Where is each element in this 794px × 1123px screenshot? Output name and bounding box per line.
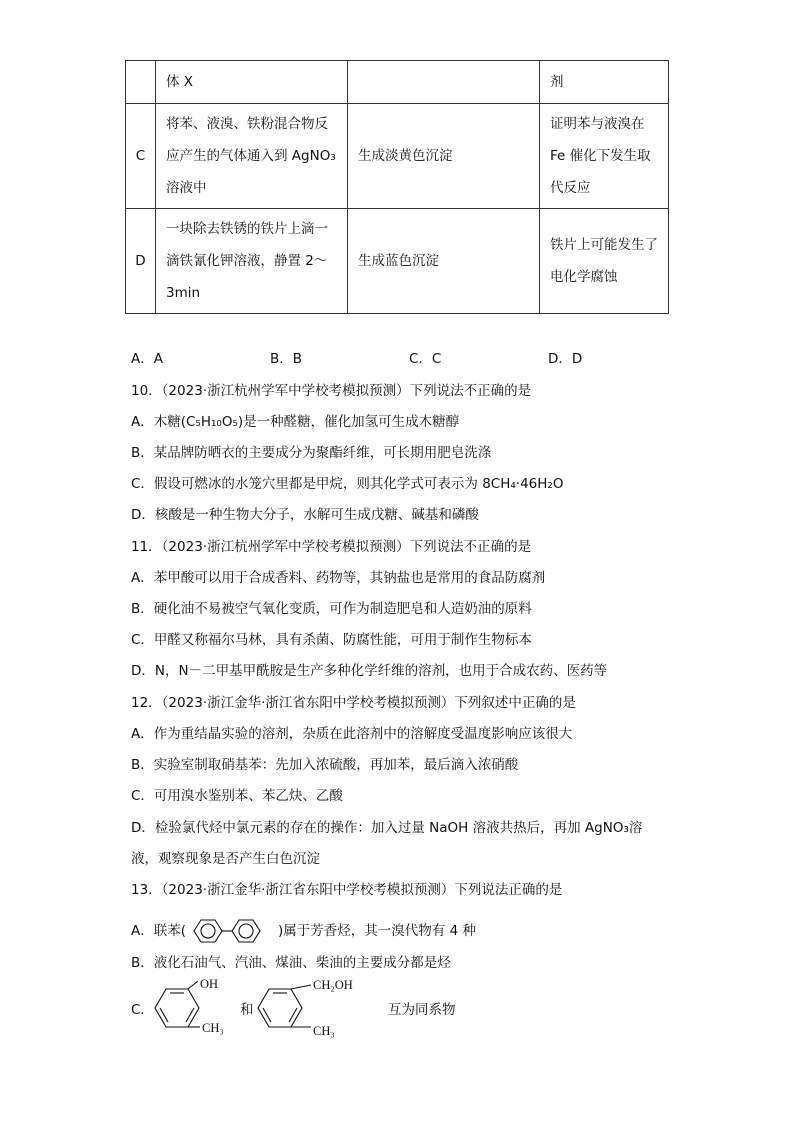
question-stem: 13．（2023·浙江金华·浙江省东阳中学校考模拟预测）下列说法正确的是 (131, 882, 563, 898)
choice-b: B．硬化油不易被空气氧化变质，可作为制造肥皂和人造奶油的原料 (131, 601, 532, 617)
table-row (126, 61, 669, 104)
choice-d: D．N，N－二甲基甲酰胺是生产多种化学纤维的溶剂，也用于合成农药、医药等 (131, 663, 608, 679)
choice-d: D．核酸是一种生物大分子，水解可生成戊糖、碱基和磷酸 (131, 507, 479, 523)
choice-a: A．木糖(C₅H₁₀O₅)是一种醛糖，催化加氢可生成木糖醇 (131, 414, 460, 430)
option-a: A．A (131, 351, 163, 367)
choice-a: A．苯甲酸可以用于合成香料、药物等，其钠盐也是常用的食品防腐剂 (131, 570, 546, 586)
table-row (126, 104, 669, 209)
methylbenzyl-alcohol-structure-icon (253, 977, 383, 1039)
conjunction-and: 和 (240, 1002, 254, 1018)
choice-a: A．作为重结晶实验的溶剂，杂质在此溶剂中的溶解度受温度影响应该很大 (131, 726, 573, 742)
option-b: B．B (270, 351, 303, 367)
choice-a-suffix: )属于芳香烃，其一溴代物有 4 种 (278, 923, 476, 939)
choice-c-suffix: 互为同系物 (388, 1002, 456, 1018)
choice-a (131, 916, 476, 946)
methyl-label: CH₃ (202, 1021, 224, 1035)
operation-cell: 将苯、液溴、铁粉混合物反应产生的气体通入到 AgNO₃溶液中 (156, 104, 348, 209)
hydroxymethyl-label: CH₂OH (313, 978, 353, 992)
o-cresol-structure-icon (150, 977, 242, 1039)
answer-options (131, 349, 582, 369)
phenomenon-cell: 生成淡黄色沉淀 (348, 104, 540, 209)
choice-b: B．液化石油气、汽油、煤油、柴油的主要成分都是烃 (131, 955, 451, 971)
phenomenon-cell: 生成蓝色沉淀 (348, 209, 540, 314)
choice-c: C．假设可燃冰的水笼穴里都是甲烷，则其化学式可表示为 8CH₄·46H₂O (131, 476, 564, 492)
choice-c: C．可用溴水鉴别苯、苯乙炔、乙酸 (131, 788, 343, 804)
choice-c-prefix: C． (131, 1002, 154, 1018)
phenomenon-cell (348, 61, 540, 104)
choice-d-continued: 液，观察现象是否产生白色沉淀 (131, 851, 320, 867)
question-stem: 10．（2023·浙江杭州学军中学校考模拟预测）下列说法不正确的是 (131, 383, 532, 399)
option-d: D．D (548, 351, 583, 367)
operation-cell: 一块除去铁锈的铁片上滴一滴铁氰化钾溶液，静置 2～3min (156, 209, 348, 314)
choice-b: B．实验室制取硝基苯：先加入浓硫酸，再加苯，最后滴入浓硝酸 (131, 757, 519, 773)
conclusion-cell: 铁片上可能发生了电化学腐蚀 (540, 209, 669, 314)
option-c: C．C (409, 351, 442, 367)
row-label (126, 61, 156, 104)
experiment-table (125, 60, 669, 314)
conclusion-cell: 证明苯与液溴在 Fe 催化下发生取代反应 (540, 104, 669, 209)
question-stem: 12．（2023·浙江金华·浙江省东阳中学校考模拟预测）下列叙述中正确的是 (131, 695, 576, 711)
question-stem: 11．（2023·浙江杭州学军中学校考模拟预测）下列说法不正确的是 (131, 539, 532, 555)
hydroxyl-label: OH (200, 977, 219, 991)
table-row (126, 209, 669, 314)
choice-c: C．甲醛又称福尔马林，具有杀菌、防腐性能，可用于制作生物标本 (131, 632, 532, 648)
operation-cell: 体 X (156, 61, 348, 104)
choice-b: B．某品牌防晒衣的主要成分为聚酯纤维，可长期用肥皂洗涤 (131, 445, 492, 461)
conclusion-cell: 剂 (540, 61, 669, 104)
row-label: C (126, 104, 156, 209)
biphenyl-structure-icon (186, 916, 278, 946)
choice-a-prefix: A．联苯( (131, 923, 187, 939)
methyl-label: CH₃ (313, 1024, 335, 1038)
row-label: D (126, 209, 156, 314)
choice-d: D．检验氯代烃中氯元素的存在的操作：加入过量 NaOH 溶液共热后，再加 AgNO₃溶 (131, 820, 643, 836)
